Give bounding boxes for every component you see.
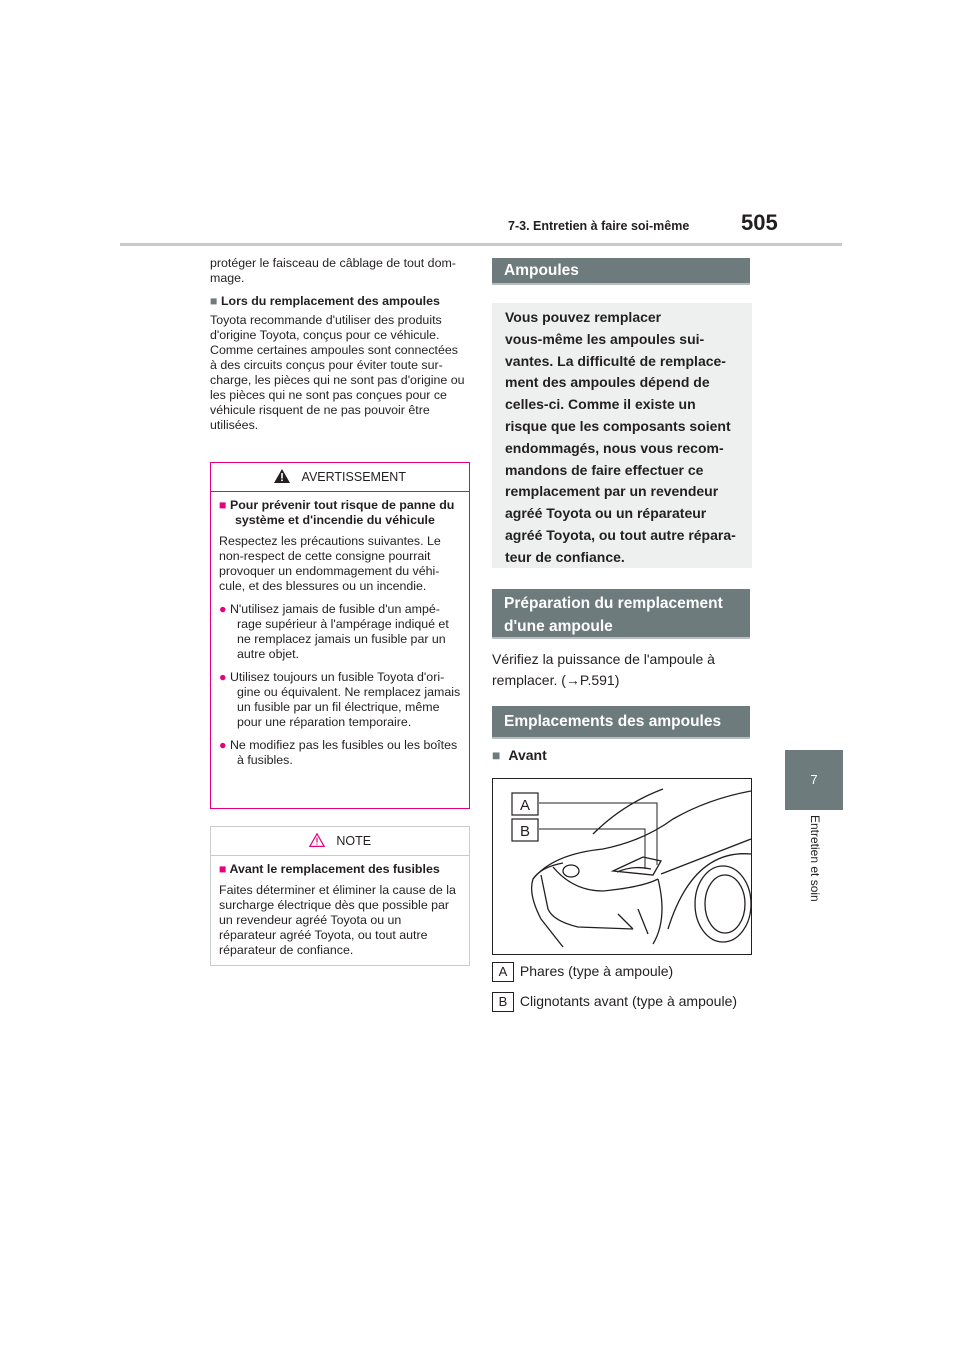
bullet-square-icon: ■ xyxy=(219,498,227,512)
chapter-label xyxy=(808,815,828,935)
section-title: 7-3. Entretien à faire soi-même xyxy=(508,219,690,233)
preparation-link[interactable]: remplacer. (→P.591) xyxy=(492,672,620,688)
callout-a-label: A xyxy=(519,797,531,814)
intro-box xyxy=(492,303,752,568)
intro-line: Vous pouvez remplacer xyxy=(505,309,662,325)
intro-line: agréé Toyota, ou tout autre répara- xyxy=(505,526,736,543)
car-illustration xyxy=(493,779,751,954)
section-preparation xyxy=(492,589,750,639)
intro-line: risque que les composants soient xyxy=(505,417,731,434)
subheading-front-text: Avant xyxy=(508,747,547,763)
heading-bulbs-text: Lors du remplacement des ampoules xyxy=(220,294,440,308)
bullet-square-icon: ■ xyxy=(219,862,227,876)
warning-intro: Respectez les précautions suivantes. Le non-respect de cette consigne pourrait provoquer un endommagement du véhi-cule, et des blessures ou un incendie. xyxy=(219,534,441,593)
warning-box xyxy=(210,462,470,809)
legend-key: B xyxy=(492,992,514,1012)
bullet-dot-icon: ● xyxy=(219,738,227,752)
section-preparation-line: Préparation du remplacement xyxy=(504,595,723,612)
legend-text: Phares (type à ampoule) xyxy=(519,963,674,979)
warning-item-text: N'utilisez jamais de fusible d'un ampé-rage supérieur à l'ampérage indiqué et ne remplacez jamais un fusible par un autre objet. xyxy=(229,602,449,661)
intro-line: mandons de faire effectuer ce xyxy=(505,461,704,478)
legend-key: A xyxy=(492,962,514,982)
heading-bulbs xyxy=(210,294,468,309)
left-text xyxy=(210,256,468,433)
intro-line: endommagés, nous vous recom- xyxy=(505,439,724,456)
section-bulbs: Ampoules xyxy=(492,258,750,285)
bullet-square-icon: ■ xyxy=(492,747,501,763)
intro-line: teur de confiance. xyxy=(505,548,625,565)
header-rule xyxy=(120,243,842,246)
bullet-dot-icon: ● xyxy=(219,602,227,616)
legend-item-b xyxy=(492,992,737,1012)
warning-triangle-icon xyxy=(274,469,290,483)
warning-item xyxy=(219,602,461,662)
intro-line: ment des ampoules dépend de xyxy=(505,374,710,391)
legend-item-a xyxy=(492,962,673,982)
para-toyota: Toyota recommande d'utiliser des produits d'origine Toyota, conçus pour ce véhicule. Comme certaines ampoules sont connectées à des circuits conçus pour éviter toute sur-charge, les pièces qui ne sont pas d'origine ou les pièces qui ne sont pas conçues pour ce véhicule risquent de ne pas pouvoir être utilisées. xyxy=(210,313,465,432)
intro-line: vantes. La difficulté de remplace- xyxy=(505,352,726,369)
intro-line: remplacement par un revendeur xyxy=(505,483,719,500)
note-text: Faites déterminer et éliminer la cause de la surcharge électrique dès que possible par un revendeur agréé Toyota ou un réparateur agréé Toyota, ou tout autre réparateur de confiance. xyxy=(219,883,456,957)
warning-heading xyxy=(219,498,461,528)
warning-item xyxy=(219,738,461,768)
note-heading xyxy=(219,862,461,877)
callout-b-label: B xyxy=(519,823,531,840)
note-title: NOTE xyxy=(336,834,372,848)
intro-line: vous-même les ampoules sui- xyxy=(505,330,705,347)
page-number: 505 xyxy=(741,210,778,235)
note-triangle-icon xyxy=(309,833,325,847)
car-front-figure xyxy=(492,778,752,955)
warning-item-text: Utilisez toujours un fusible Toyota d'ori-gine ou équivalent. Ne remplacez jamais un fusible par un fil électrique, même pour une réparation temporaire. xyxy=(229,670,461,729)
intro-line: celles-ci. Comme il existe un xyxy=(505,396,696,413)
legend-text: Clignotants avant (type à ampoule) xyxy=(519,993,738,1009)
section-preparation-line: d'une ampoule xyxy=(504,618,613,635)
chapter-tab[interactable]: 7 xyxy=(785,750,843,810)
bullet-square-icon: ■ xyxy=(210,294,218,308)
note-heading-text: Avant le remplacement des fusibles xyxy=(229,862,440,876)
preparation-text xyxy=(492,649,752,691)
warning-title: AVERTISSEMENT xyxy=(301,470,406,484)
section-locations: Emplacements des ampoules xyxy=(492,706,750,739)
warning-header xyxy=(211,463,469,492)
subheading-front xyxy=(492,747,547,763)
chapter-label-text: Entretien et soin xyxy=(808,815,822,902)
note-header xyxy=(211,827,469,856)
warning-item-text: Ne modifiez pas les fusibles ou les boîtes à fusibles. xyxy=(229,738,458,767)
para-intro: protéger le faisceau de câblage de tout dom-mage. xyxy=(210,256,456,285)
warning-heading-text: Pour prévenir tout risque de panne du système et d'incendie du véhicule xyxy=(229,498,455,527)
intro-line: agréé Toyota ou un réparateur xyxy=(505,505,707,522)
bullet-dot-icon: ● xyxy=(219,670,227,684)
preparation-line: Vérifiez la puissance de l'ampoule à xyxy=(492,651,715,667)
warning-item xyxy=(219,670,461,730)
note-box xyxy=(210,826,470,966)
